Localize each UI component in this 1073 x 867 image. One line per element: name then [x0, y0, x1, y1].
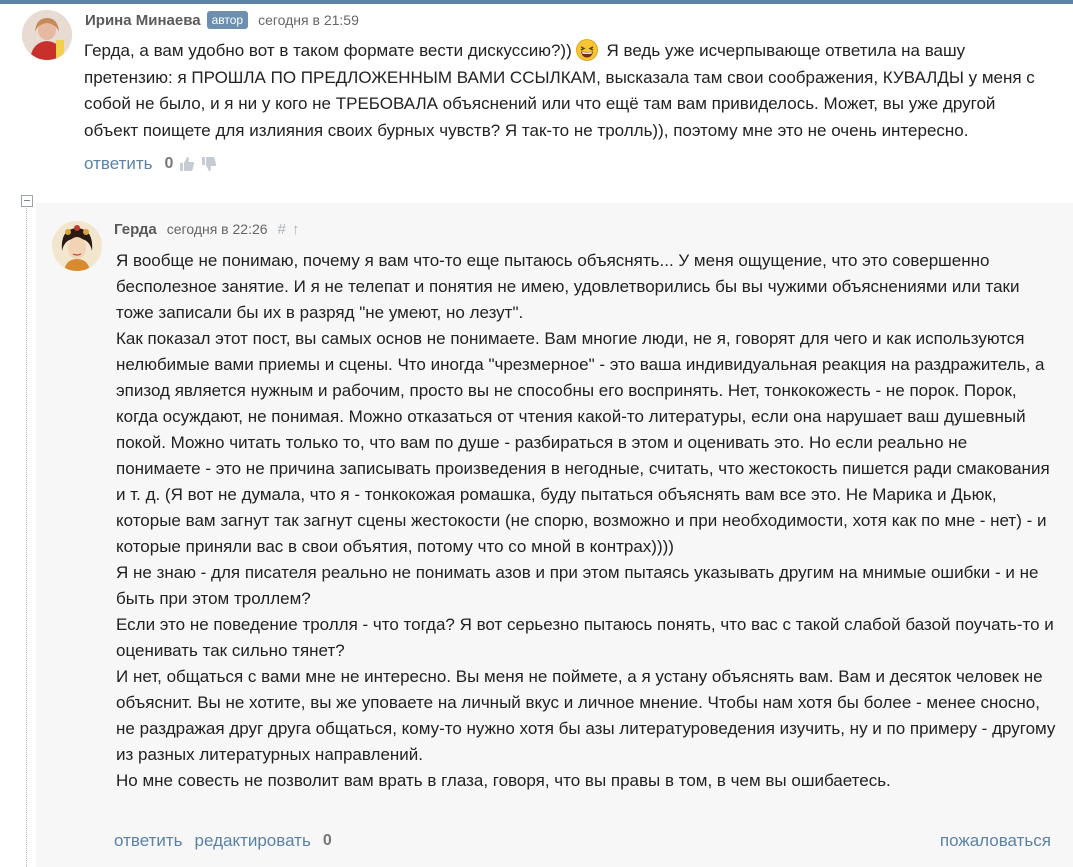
thread-line — [26, 208, 28, 867]
comment-text-part: Я ведь уже исчерпывающе ответила на вашу претензию: я ПРОШЛА ПО ПРЕДЛОЖЕННЫМ ВАМИ ССЫЛКАМ, высказала там свои соображения, КУВАЛДЫ у меня с собой не было, и я ни у кого не ТРЕБОВАЛА объяснений или что ещё там вам привиделось. Может, вы уже другой объект поищете для излияния своих бурных чувств? Я так-то не тролль)), поэтому мне это не очень интересно. — [84, 41, 1035, 140]
comment-date: сегодня в 22:26 — [166, 221, 268, 237]
avatar[interactable] — [52, 221, 102, 271]
thumbs-up-icon[interactable] — [179, 156, 195, 172]
comment-actions — [114, 831, 332, 851]
comment-text — [84, 38, 1044, 144]
comment-text-part: Герда, а вам удобно вот в таком формате вести дискуссию?)) — [84, 41, 572, 60]
parent-comment-arrow[interactable]: ↑ — [291, 220, 300, 238]
comment-paragraph: Если это не поведение тролля - что тогда? Я вот серьезно пытаюсь понять, что вас с такой слабой базой поучать-то и оценивать так сильно тянет? — [116, 615, 1054, 660]
report-link[interactable]: пожаловаться — [939, 831, 1051, 850]
author-badge: автор — [207, 11, 249, 29]
comment-paragraph: Я вообще не понимаю, почему я вам что-то еще пытаюсь объяснять... У меня ощущение, что это совершенно бесполезное занятие. И я не телепат и понятия не имею, удовлетворились бы вы чужими объяснениями или таки тоже записали бы их в разряд "не умеют, но лезут". — [116, 251, 1020, 322]
rating-count: 0 — [164, 155, 174, 172]
laughing-emoji-icon — [576, 39, 598, 61]
comment-header — [85, 8, 359, 32]
thumbs-down-icon[interactable] — [201, 156, 217, 172]
comment-date: сегодня в 21:59 — [258, 12, 359, 28]
reply-link[interactable]: ответить — [84, 154, 153, 173]
comment-header — [114, 217, 299, 241]
comment-paragraph: Я не знаю - для писателя реально не понимать азов и при этом пытаясь указывать другим на мнимые ошибки - и не быть при этом троллем? — [116, 563, 1039, 608]
comment-gerda — [36, 203, 1073, 867]
comment-text — [116, 248, 1056, 794]
permalink-link[interactable]: # — [277, 220, 286, 238]
rating-count: 0 — [322, 832, 332, 849]
author-name[interactable]: Ирина Минаева — [85, 11, 201, 29]
comment-paragraph: Но мне совесть не позволит вам врать в глаза, говоря, что вы правы в том, в чем вы ошибаетесь. — [116, 771, 891, 790]
comment-paragraph: И нет, общаться с вами мне не интересно. Вы меня не поймете, а я устану объяснять вам. Вам и десяток человек не объяснит. Вы не хотите, вы же уповаете на личный вкус и личное мнение. Чтобы нам хотя бы более - менее сносно, не раздражая друг друга общаться, кому-то нужно хотя бы азы литературоведения изучить, ну и по примеру - другому из разных литературных направлений. — [116, 667, 1056, 764]
comment-paragraph: Как показал этот пост, вы самых основ не понимаете. Вам многие люди, не я, говорят для чего и как используются нелюбимые вами приемы и сцены. Что иногда "чрезмерное" - это ваша индивидуальная реакция на раздражитель, а эпизод является нужным и рабочим, просто вы не способны его воспринять. Нет, тонкокожесть - не порок. Порок, когда осуждают, не понимая. Можно отказаться от чтения какой-то литературы, если она нарушает ваш душевный покой. Можно читать только то, что вам по душе - разбираться в этом и оценивать это. Но если реально не понимаете - это не причина записывать произведения в негодные, считать, что жестокость пишется ради смакования и т. д. (Я вот не думала, что я - тонкокожая ромашка, буду пытаться объяснять вам все это. Не Марика и Дьюк, которые вам загнут так загнут сцены жестокости (не спорю, возможно и при необходимости, хотя как по мне - нет) - и которые приняли вас в свои объятия, потому что со мной в контрах)))) — [116, 329, 1050, 556]
comment-irina — [0, 4, 1073, 186]
collapse-icon[interactable] — [21, 195, 33, 207]
author-name[interactable]: Герда — [114, 220, 157, 238]
comment-actions — [84, 154, 217, 174]
edit-link[interactable]: редактировать — [194, 831, 311, 850]
reply-link[interactable]: ответить — [114, 831, 183, 850]
avatar[interactable] — [22, 10, 72, 60]
